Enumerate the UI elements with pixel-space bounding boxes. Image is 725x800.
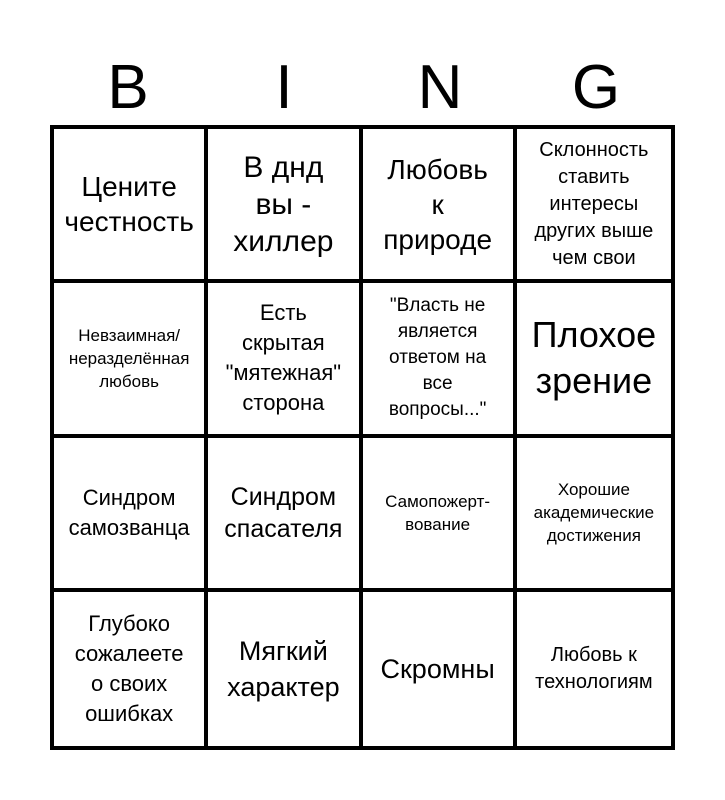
title-letter-n: N [417, 53, 463, 122]
bingo-cell[interactable]: Любовь к технологиям [535, 643, 653, 693]
bingo-cell[interactable]: Цените честность [54, 129, 208, 283]
bingo-cell[interactable]: Самопожерт- вование [363, 438, 517, 592]
bingo-cell[interactable]: Любовь к природе [363, 129, 517, 283]
bingo-cell[interactable]: Скромны [363, 592, 517, 746]
bingo-cell[interactable]: Есть скрытая "мятежная" сторона [208, 283, 362, 437]
bingo-cell[interactable]: Глубоко сожалеете о своих ошибках [54, 592, 208, 746]
bingo-cell[interactable]: Синдром спасателя [208, 438, 362, 592]
title-letter-g: G [571, 53, 621, 122]
bingo-cell[interactable]: Невзаимная/ неразделённая любовь [54, 283, 208, 437]
title-letter-i: I [275, 53, 293, 122]
bingo-cell[interactable]: Мягкий характер [208, 592, 362, 746]
bingo-cell[interactable]: Синдром самозванца [54, 438, 208, 592]
bingo-cell[interactable]: Хорошие академические достижения [517, 438, 671, 592]
bingo-cell[interactable]: Склонность ставить интересы других выше чем свои [517, 129, 671, 283]
bingo-cell[interactable]: "Власть не является ответом на все вопросы..." [363, 283, 517, 437]
bingo-cell[interactable]: В днд вы - хиллер [208, 129, 362, 283]
bingo-cell[interactable]: Плохое зрение [517, 283, 671, 437]
bingo-grid [50, 125, 675, 750]
title-letter-b: B [107, 53, 149, 122]
